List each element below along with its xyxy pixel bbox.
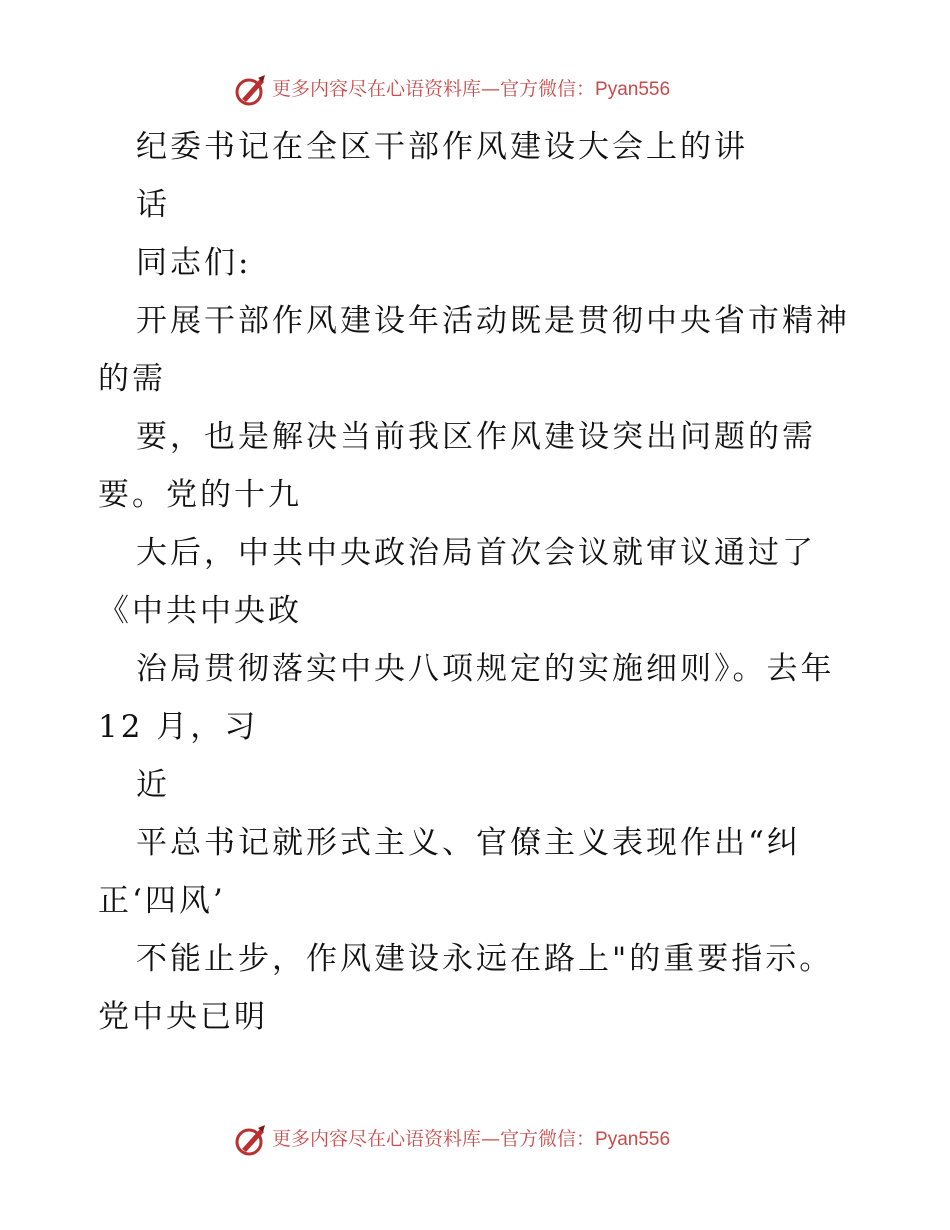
watermark-main: 更多内容尽在心语资料库	[272, 78, 482, 100]
watermark-dash: —	[481, 78, 501, 100]
pen-logo-icon	[234, 73, 268, 107]
watermark-account: Pyan556	[595, 79, 671, 100]
doc-line: 治局贯彻落实中央八项规定的实施细则》。去年	[136, 651, 835, 687]
watermark-main: 更多内容尽在心语资料库	[272, 1128, 482, 1150]
watermark-account: Pyan556	[595, 1129, 671, 1150]
doc-line: 党中央已明	[98, 999, 268, 1035]
doc-line: 开展干部作风建设年活动既是贯彻中央省市精神	[136, 303, 850, 339]
doc-line: 大后，中共中央政治局首次会议就审议通过了	[136, 535, 816, 571]
doc-salutation: 同志们:	[136, 245, 252, 281]
doc-line: 《中共中央政	[98, 593, 302, 629]
watermark-wechat-label: 官方微信：	[500, 1128, 596, 1150]
doc-line: 要，也是解决当前我区作风建设突出问题的需	[136, 419, 816, 455]
watermark-wechat-label: 官方微信：	[500, 78, 596, 100]
watermark-text	[272, 1126, 670, 1153]
doc-line: 不能止步，作风建设永远在路上"的重要指示。	[136, 941, 834, 977]
doc-line: 的需	[98, 361, 166, 397]
watermark-text	[272, 76, 670, 103]
doc-line: 平总书记就形式主义、官僚主义表现作出“纠	[136, 825, 801, 861]
doc-title-line-2: 话	[136, 187, 170, 223]
pen-logo-icon	[234, 1123, 268, 1157]
footer-watermark	[0, 1120, 950, 1160]
header-watermark	[0, 70, 950, 110]
doc-line: 正‘四风’	[98, 883, 226, 919]
doc-line: 要。党的十九	[98, 477, 302, 513]
doc-title-line-1: 纪委书记在全区干部作风建设大会上的讲	[136, 129, 748, 165]
doc-line: 12 月，习	[98, 709, 259, 745]
watermark-dash: —	[481, 1128, 501, 1150]
doc-line: 近	[136, 767, 170, 803]
